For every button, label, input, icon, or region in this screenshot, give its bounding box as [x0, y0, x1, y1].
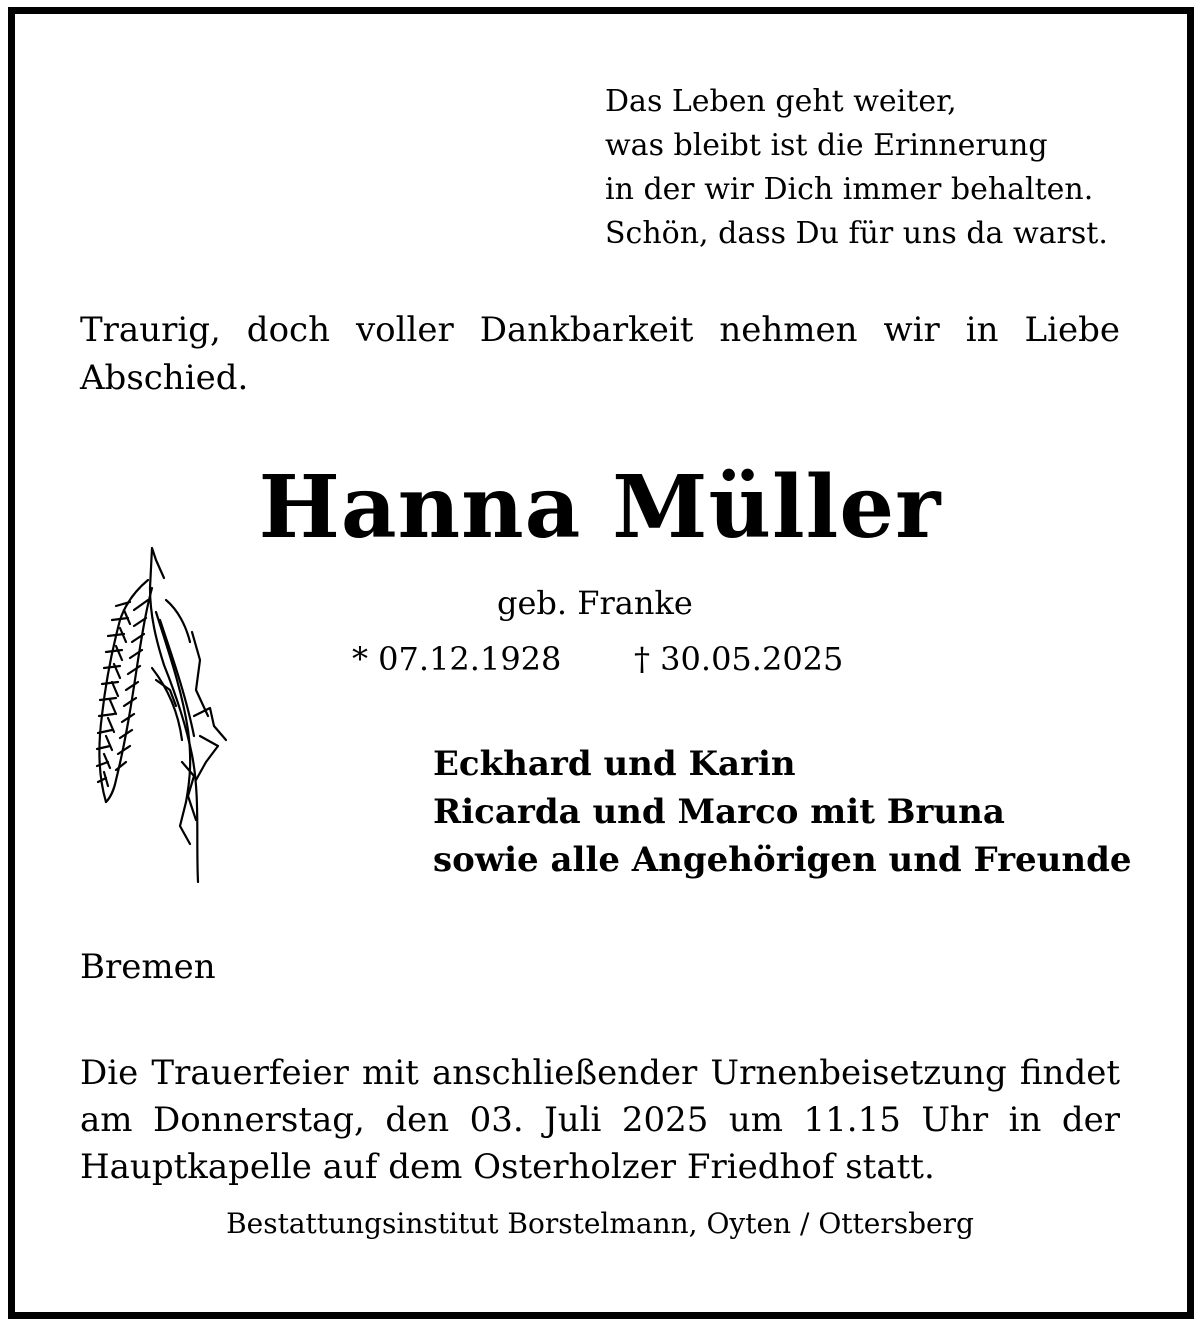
poem-line: was bleibt ist die Erinnerung — [605, 128, 1048, 163]
mourner-line: Ricarda und Marco mit Bruna — [433, 792, 1005, 832]
funeral-notice — [80, 1050, 1120, 1191]
funeral-line: Hauptkapelle auf dem Osterholzer Friedhof statt. — [80, 1147, 935, 1187]
wheat-ear-icon — [86, 540, 236, 885]
death-date: † 30.05.2025 — [634, 640, 844, 678]
mourner-line: sowie alle Angehörigen und Freunde — [433, 840, 1132, 880]
deceased-name: Hanna Müller — [258, 457, 942, 558]
birth-date: * 07.12.1928 — [352, 640, 562, 678]
poem-line: Das Leben geht weiter, — [605, 84, 957, 119]
intro-text: Traurig, doch voller Dankbarkeit nehmen wir in Liebe Abschied. — [80, 310, 1120, 398]
undertaker: Bestattungsinstitut Borstelmann, Oyten / Ottersberg — [226, 1207, 974, 1240]
birth-name: geb. Franke — [497, 584, 693, 622]
poem — [605, 80, 1108, 256]
funeral-line: Die Trauerfeier mit anschließender Urnenbeisetzung findet — [80, 1053, 1120, 1093]
place: Bremen — [80, 947, 216, 987]
poem-line: in der wir Dich immer behalten. — [605, 172, 1094, 207]
poem-line: Schön, dass Du für uns da warst. — [605, 216, 1108, 251]
funeral-line: am Donnerstag, den 03. Juli 2025 um 11.15 Uhr in der — [80, 1100, 1120, 1140]
mourners-list — [433, 740, 1131, 884]
mourner-line: Eckhard und Karin — [433, 744, 796, 784]
